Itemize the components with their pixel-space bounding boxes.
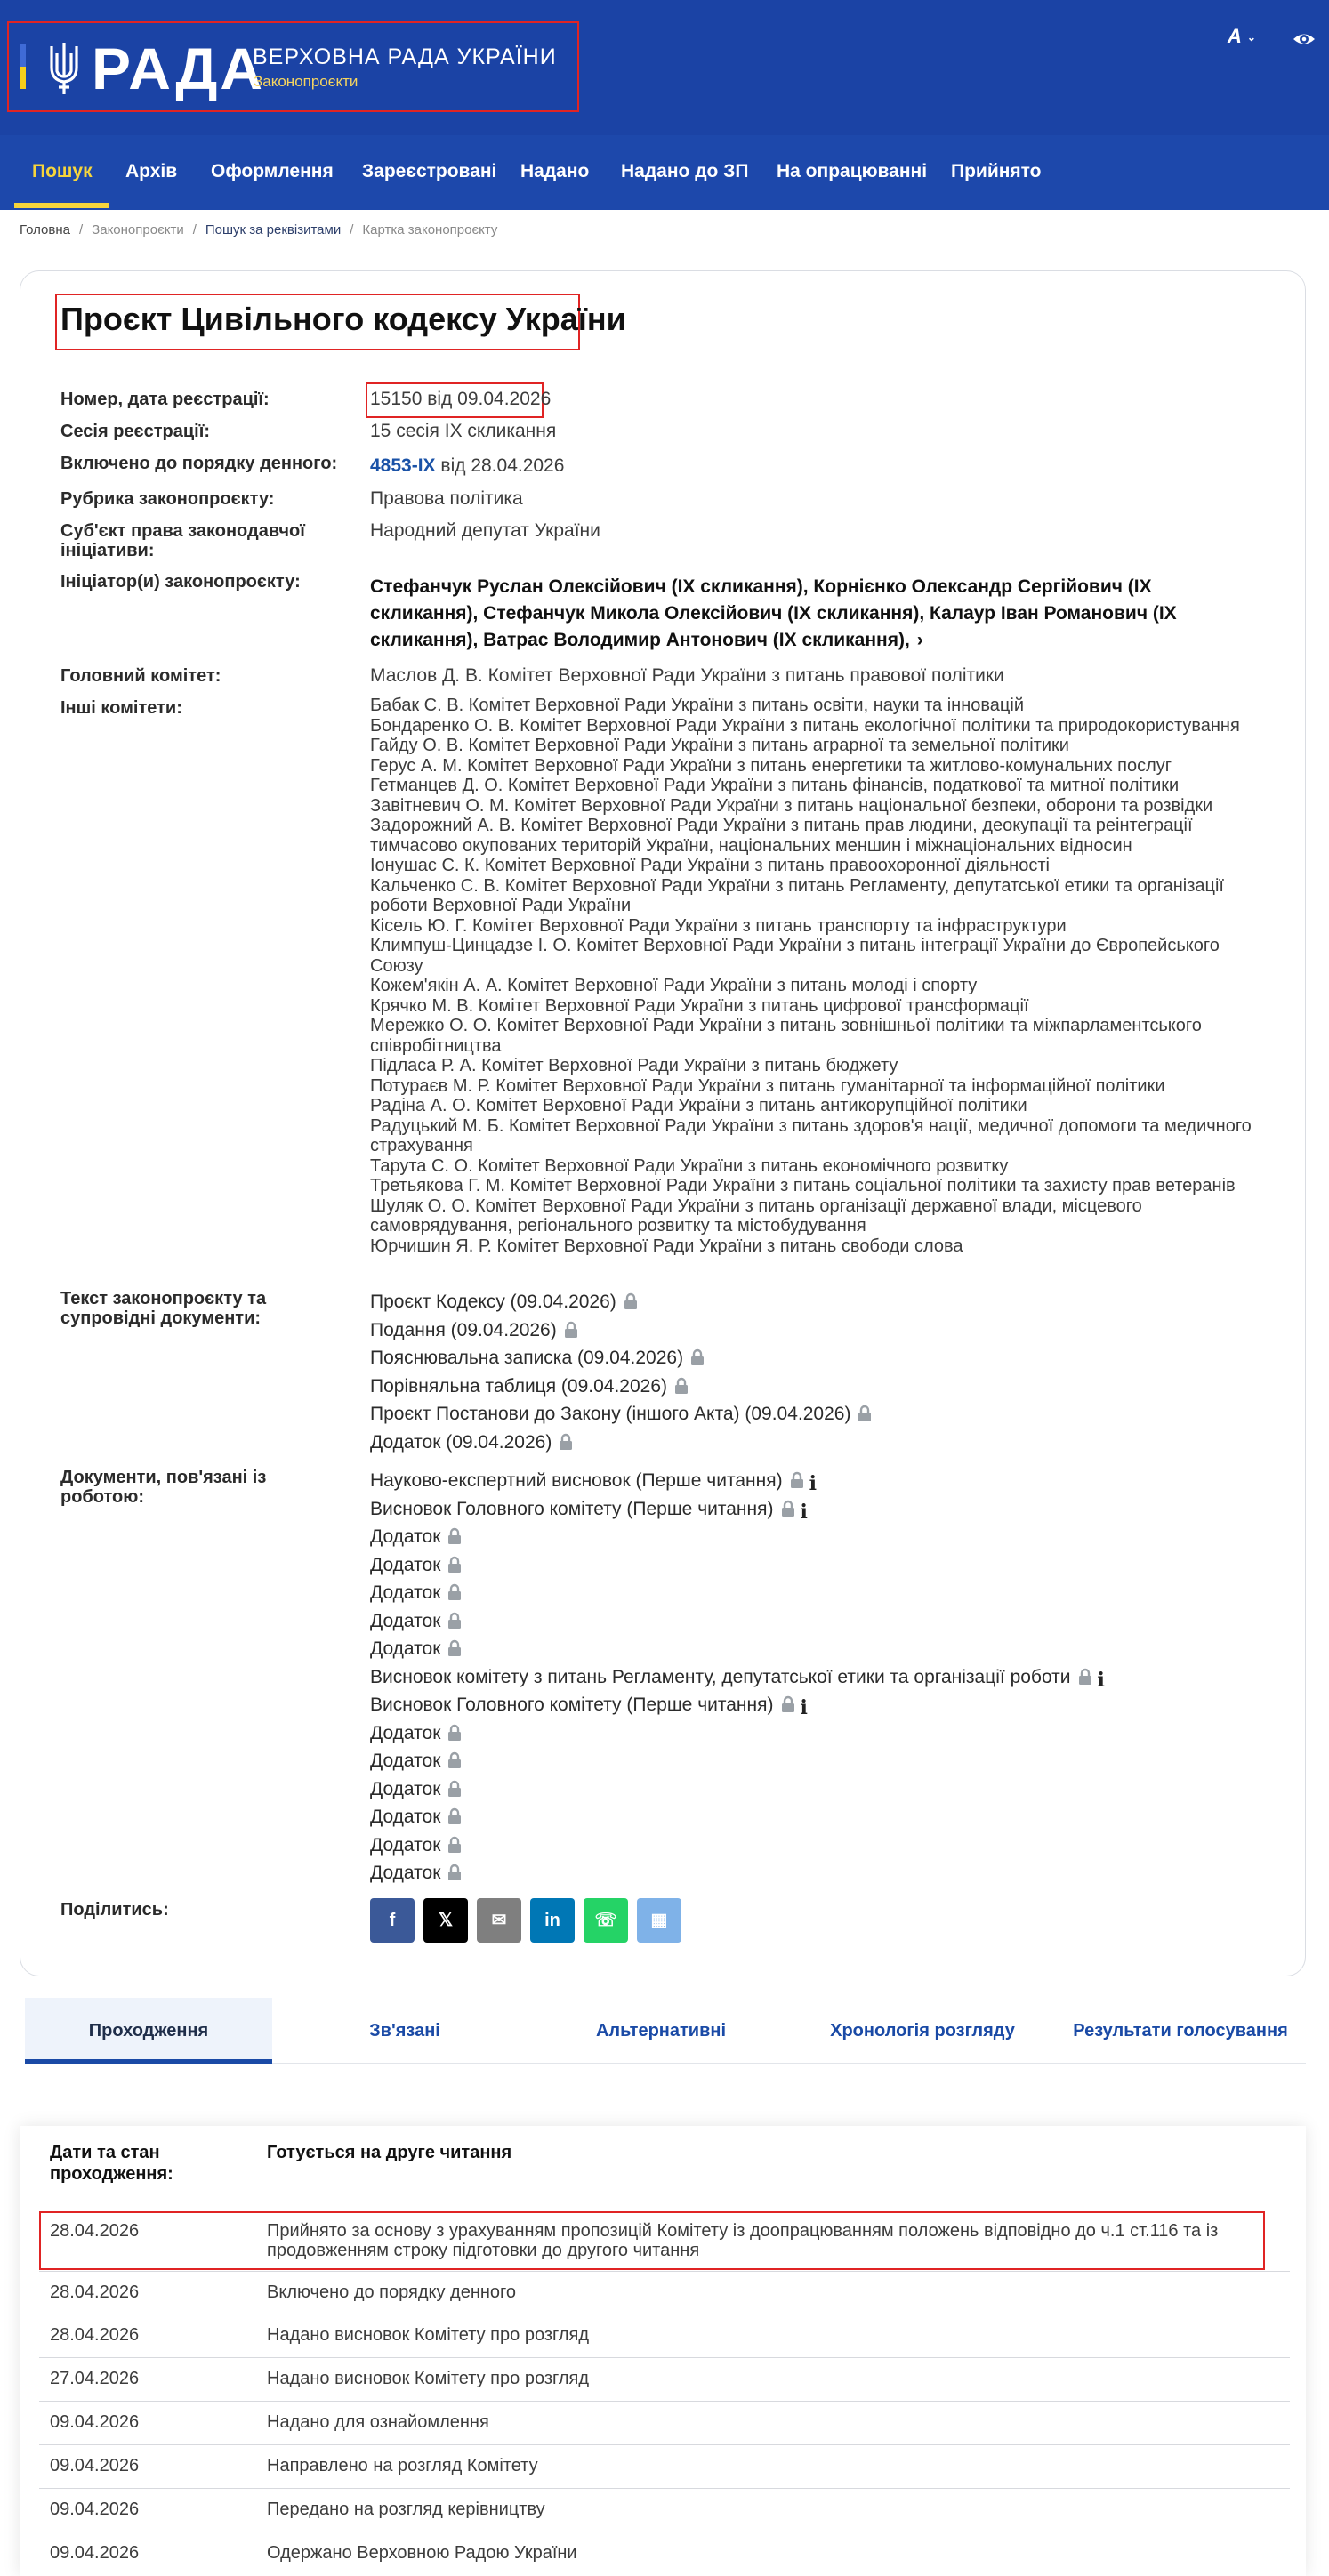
related-doc-label: Висновок комітету з питань Регламенту, депутатської етики та організації роботи (370, 1666, 1071, 1687)
related-doc-item[interactable] (370, 1551, 1107, 1580)
passage-row (39, 2444, 1290, 2488)
passage-date: 09.04.2026 (50, 2500, 140, 2519)
nav-item-provided-zp[interactable]: Надано до ЗП (621, 161, 749, 181)
nav-item-processing[interactable]: На опрацюванні (777, 161, 928, 181)
passage-row (39, 2314, 1290, 2357)
passage-row (39, 2532, 1290, 2575)
committee-item: Завітневич О. М. Комітет Верховної Ради України з питань національної безпеки, оборони та розвідки (370, 795, 1213, 816)
subject-value: Народний депутат України (370, 520, 600, 541)
tab-related[interactable]: Зв'язані (369, 2021, 440, 2041)
related-doc-item[interactable] (370, 1635, 1107, 1663)
related-doc-label: Висновок Головного комітету (Перше читання) (370, 1695, 774, 1715)
breadcrumb-bills[interactable]: Законопроєкти (92, 222, 184, 237)
text-docs-label: Текст законопроєкту та супровідні документи: (60, 1289, 267, 1328)
related-doc-item[interactable] (370, 1719, 1107, 1748)
agenda-link[interactable]: 4853-IX (370, 455, 436, 476)
x-share-icon[interactable]: 𝕏 (423, 1898, 468, 1943)
lock-icon (564, 1321, 578, 1339)
related-doc-item[interactable] (370, 1607, 1107, 1636)
related-doc-item[interactable] (370, 1467, 1107, 1495)
passage-date: 09.04.2026 (50, 2543, 140, 2563)
lock-icon (447, 1583, 462, 1601)
other-committees-label: Інші комітети: (60, 698, 182, 718)
committee-item: Кісель Ю. Г. Комітет Верховної Ради України з питань транспорту та інфраструктури (370, 915, 1067, 936)
session-value: 15 сесія IX скликання (370, 421, 557, 441)
rubric-value: Правова політика (370, 488, 523, 509)
related-doc-label: Додаток (370, 1582, 441, 1603)
tab-voting-results[interactable]: Результати голосування (1073, 2021, 1288, 2041)
passage-date: 09.04.2026 (50, 2456, 140, 2475)
related-doc-item[interactable] (370, 1579, 1107, 1607)
related-doc-label: Додаток (370, 1554, 441, 1575)
committee-item: Бабак С. В. Комітет Верховної Ради України з питань освіти, науки та інновацій (370, 696, 1024, 715)
initiators-label: Ініціатор(и) законопроєкту: (60, 572, 301, 592)
text-doc-item[interactable]: Подання (09.04.2026) (370, 1316, 872, 1345)
passage-status: Включено до порядку денного (267, 2282, 517, 2302)
breadcrumb-home[interactable]: Головна (20, 222, 70, 237)
lock-icon (447, 1751, 462, 1769)
text-doc-item[interactable]: Проєкт Кодексу (09.04.2026) (370, 1288, 872, 1316)
info-icon[interactable]: i (1097, 1668, 1105, 1692)
committee-item: Климпуш-Цинцадзе І. О. Комітет Верховної Ради України з питань інтеграції України до Європейського Союзу (370, 936, 1220, 976)
related-doc-item[interactable] (370, 1495, 1107, 1524)
passage-status: Надано для ознайомлення (267, 2412, 489, 2432)
related-docs-label: Документи, пов'язані із роботою: (60, 1468, 267, 1507)
passage-status: Надано висновок Комітету про розгляд (267, 2325, 590, 2345)
agenda-date: від 28.04.2026 (440, 455, 565, 476)
initiators-value[interactable]: Стефанчук Руслан Олексійович (IX скликання), Корнієнко Олександр Сергійович (IX скликання), Стефанчук Микола Олексійович (IX скликання), Калаур Іван Романович (IX скликання), Ватрас Володимир Антонович (IX скликання), (370, 576, 1177, 650)
site-header (0, 0, 1329, 135)
lock-icon (447, 1836, 462, 1854)
page-title: Проєкт Цивільного кодексу України (60, 301, 626, 337)
nav-item-archive[interactable]: Архів (125, 161, 178, 181)
related-doc-label: Додаток (370, 1863, 441, 1883)
related-doc-item[interactable] (370, 1859, 1107, 1888)
flag-icon (20, 44, 26, 89)
lock-icon (447, 1556, 462, 1574)
committee-item: Гайду О. В. Комітет Верховної Ради України з питань аграрної та земельної політики (370, 736, 1069, 755)
breadcrumb-separator: / (79, 222, 84, 237)
site-subtitle[interactable]: Законопроєкти (254, 73, 358, 90)
lock-icon (447, 1724, 462, 1742)
passage-date: 09.04.2026 (50, 2412, 140, 2432)
qr-share-icon[interactable]: ▦ (637, 1898, 681, 1943)
bill-tabs (25, 1998, 1306, 2064)
subject-label: Суб'єкт права законодавчої ініціативи: (60, 521, 305, 560)
lock-icon (674, 1377, 689, 1395)
lock-icon (447, 1807, 462, 1825)
related-doc-item[interactable] (370, 1691, 1107, 1719)
chevron-right-icon[interactable]: › (916, 630, 923, 650)
committee-item: Кальченко С. В. Комітет Верховної Ради України з питань Регламенту, депутатської етики та організації роботи Верховної Ради України (370, 875, 1224, 915)
lock-icon (447, 1780, 462, 1798)
passage-status-header: Готується на друге читання (267, 2143, 512, 2162)
info-icon[interactable]: i (800, 1696, 808, 1719)
nav-active-indicator (14, 203, 109, 208)
trident-icon (44, 41, 84, 96)
passage-date: 28.04.2026 (50, 2221, 140, 2241)
row-highlight-box (39, 2211, 1265, 2270)
tab-alternative[interactable]: Альтернативні (595, 2021, 727, 2041)
main-committee-value: Маслов Д. В. Комітет Верховної Ради України з питань правової політики (370, 665, 1004, 686)
related-doc-item[interactable] (370, 1803, 1107, 1831)
related-doc-item[interactable] (370, 1523, 1107, 1551)
whatsapp-share-icon[interactable]: ☏ (584, 1898, 628, 1943)
related-doc-label: Додаток (370, 1638, 441, 1659)
related-doc-label: Додаток (370, 1778, 441, 1799)
committee-item: Підласа Р. А. Комітет Верховної Ради України з питань бюджету (370, 1056, 898, 1075)
related-doc-item[interactable] (370, 1747, 1107, 1775)
related-doc-label: Додаток (370, 1526, 441, 1547)
nav-item-registered[interactable]: Зареєстровані (362, 161, 497, 181)
committee-item: Тарута С. О. Комітет Верховної Ради України з питань економічного розвитку (370, 1155, 1009, 1176)
related-docs-list (370, 1467, 1107, 1888)
lock-icon (447, 1527, 462, 1545)
related-doc-label: Додаток (370, 1751, 441, 1771)
lock-icon (781, 1500, 795, 1517)
chevron-down-icon: ⌄ (1246, 31, 1256, 44)
lock-icon (1078, 1668, 1092, 1686)
committee-item: Крячко М. В. Комітет Верховної Ради України з питань цифрової трансформації (370, 995, 1029, 1016)
passage-date: 28.04.2026 (50, 2325, 140, 2345)
font-size-button[interactable] (1228, 25, 1272, 53)
info-icon[interactable]: i (800, 1500, 808, 1524)
passage-status: Надано висновок Комітету про розгляд (267, 2369, 590, 2388)
visibility-eye-icon[interactable] (1292, 27, 1317, 52)
nav-item-search[interactable]: Пошук (32, 161, 93, 181)
related-doc-item[interactable] (370, 1831, 1107, 1860)
agenda-value (370, 455, 564, 477)
main-nav (0, 135, 1329, 210)
linkedin-share-icon[interactable]: in (530, 1898, 575, 1943)
breadcrumb-separator: / (192, 222, 197, 237)
main-committee-label: Головний комітет: (60, 666, 222, 686)
committee-item: Юрчишин Я. Р. Комітет Верховної Ради України з питань свободи слова (370, 1236, 963, 1256)
other-committees-list (370, 696, 1269, 1256)
initiators-list (370, 574, 1224, 654)
text-doc-item[interactable]: Додаток (09.04.2026) (370, 1429, 872, 1457)
passage-date: 27.04.2026 (50, 2369, 140, 2388)
email-share-icon[interactable]: ✉ (477, 1898, 521, 1943)
session-label: Сесія реєстрації: (60, 422, 210, 441)
breadcrumb (20, 222, 497, 237)
passage-row (39, 2357, 1290, 2401)
reg-label: Номер, дата реєстрації: (60, 390, 270, 409)
committee-item: Радуцький М. Б. Комітет Верховної Ради України з питань здоров'я нації, медичної допомоги та медичного страхування (370, 1115, 1252, 1155)
lock-icon (559, 1433, 573, 1451)
lock-icon (790, 1471, 804, 1489)
related-doc-item[interactable] (370, 1663, 1107, 1692)
passage-status: Направлено на розгляд Комітету (267, 2456, 538, 2475)
passage-date-header: Дати та стан проходження: (50, 2143, 173, 2184)
related-doc-label: Висновок Головного комітету (Перше читання) (370, 1498, 774, 1519)
breadcrumb-search[interactable]: Пошук за реквізитами (205, 222, 342, 237)
lock-icon (447, 1612, 462, 1630)
passage-row (39, 2488, 1290, 2532)
breadcrumb-separator: / (350, 222, 354, 237)
passage-status: Прийнято за основу з урахуванням пропозицій Комітету із доопрацюванням положень відповідно до ч.1 ст.116 та із продовженням строку підготовки до другого читання (267, 2221, 1219, 2260)
committee-item: Іонушас С. К. Комітет Верховної Ради України з питань правоохоронної діяльності (370, 856, 1050, 875)
related-doc-label: Науково-експертний висновок (Перше читання) (370, 1470, 783, 1491)
committee-item: Кожем'якін А. А. Комітет Верховної Ради України з питань молоді і спорту (370, 976, 978, 995)
lock-icon (624, 1292, 638, 1310)
nav-item-provided[interactable]: Надано (520, 161, 590, 181)
nav-item-formatting[interactable]: Оформлення (211, 161, 334, 181)
committee-item: Герус А. М. Комітет Верховної Ради України з питань енергетики та житлово-комунальних послуг (370, 755, 1172, 776)
committee-item: Гетманцев Д. О. Комітет Верховної Ради України з питань фінансів, податкової та митної політики (370, 776, 1180, 795)
lock-icon (781, 1695, 795, 1713)
passage-row (39, 2271, 1290, 2314)
related-doc-label: Додаток (370, 1610, 441, 1631)
breadcrumb-current: Картка законопроєкту (362, 222, 498, 237)
passage-row (39, 2401, 1290, 2444)
text-doc-item[interactable]: Пояснювальна записка (09.04.2026) (370, 1344, 872, 1373)
share-label: Поділитись: (60, 1900, 169, 1920)
related-doc-label: Додаток (370, 1807, 441, 1827)
related-doc-item[interactable] (370, 1775, 1107, 1804)
site-title[interactable]: ВЕРХОВНА РАДА УКРАЇНИ (253, 44, 557, 69)
committee-item: Третьякова Г. М. Комітет Верховної Ради України з питань соціальної політики та захисту прав ветеранів (370, 1176, 1236, 1195)
passage-status: Одержано Верховною Радою України (267, 2543, 577, 2563)
committee-item: Задорожний А. В. Комітет Верховної Ради України з питань прав людини, деокупації та реінтеграції тимчасово окупованих територій України, національних меншин і міжнаціональних відносин (370, 816, 1193, 856)
logo-word[interactable]: РАДА (92, 36, 266, 101)
reg-value: 15150 від 09.04.2026 (370, 389, 552, 409)
info-icon[interactable]: i (809, 1472, 817, 1495)
nav-item-accepted[interactable]: Прийнято (951, 161, 1042, 181)
committee-item: Мережко О. О. Комітет Верховної Ради України з питань зовнішньої політики та міжпарламентського співробітництва (370, 1016, 1202, 1056)
committee-item: Бондаренко О. В. Комітет Верховної Ради України з питань екологічної політики та природокористування (370, 715, 1240, 736)
lock-icon (858, 1405, 872, 1422)
text-doc-item[interactable]: Проєкт Постанови до Закону (іншого Акта) (09.04.2026) (370, 1400, 872, 1429)
font-size-label: A (1228, 25, 1242, 47)
lock-icon (690, 1348, 705, 1366)
facebook-share-icon[interactable]: f (370, 1898, 415, 1943)
tab-chronology[interactable]: Хронологія розгляду (830, 2021, 1015, 2041)
lock-icon (447, 1864, 462, 1881)
related-doc-label: Додаток (370, 1834, 441, 1856)
text-docs-list (370, 1288, 872, 1456)
related-doc-label: Додаток (370, 1722, 441, 1743)
lock-icon (447, 1639, 462, 1657)
agenda-label: Включено до порядку денного: (60, 454, 338, 473)
rubric-label: Рубрика законопроєкту: (60, 489, 275, 509)
passage-date: 28.04.2026 (50, 2282, 140, 2302)
committee-item: Радіна А. О. Комітет Верховної Ради України з питань антикорупційної політики (370, 1096, 1027, 1115)
committee-item: Потураєв М. Р. Комітет Верховної Ради України з питань гуманітарної та інформаційної політики (370, 1075, 1165, 1096)
tab-passage[interactable]: Проходження (25, 1998, 272, 2064)
passage-status: Передано на розгляд керівництву (267, 2500, 545, 2519)
committee-item: Шуляк О. О. Комітет Верховної Ради України з питань організації державної влади, місцевого самоврядування, регіонального розвитку та містобудування (370, 1195, 1142, 1236)
text-doc-item[interactable]: Порівняльна таблиця (09.04.2026) (370, 1373, 872, 1401)
